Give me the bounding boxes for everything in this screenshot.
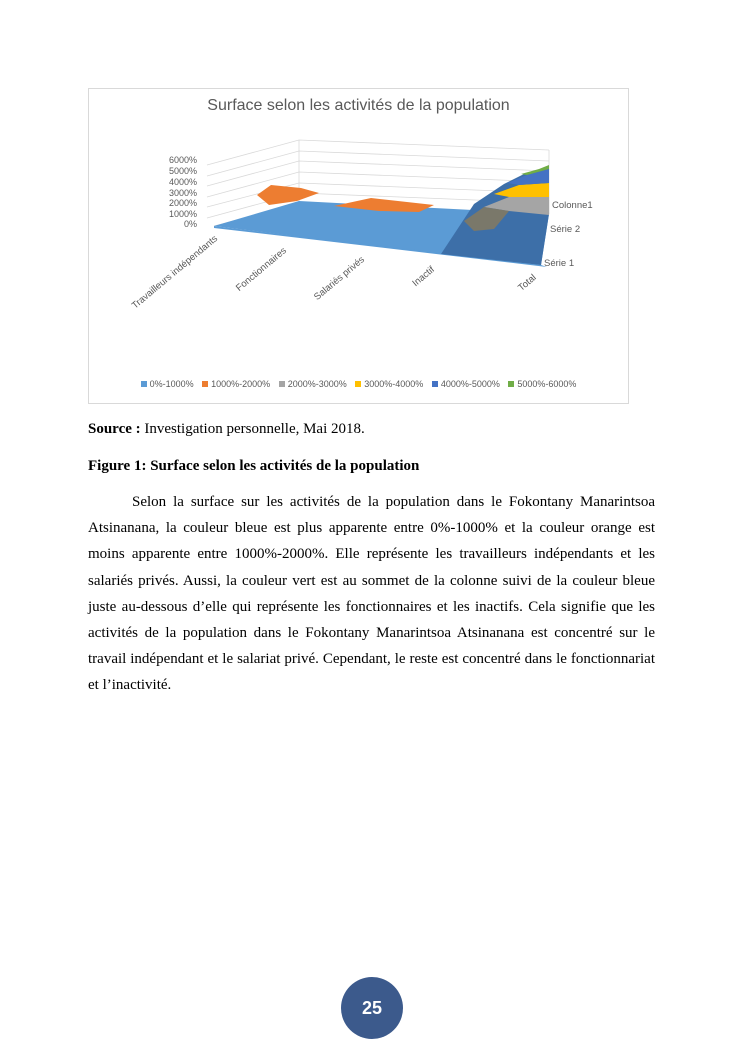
z-tick-label: 2000% (168, 198, 197, 208)
chart-title: Surface selon les activités de la population (207, 97, 510, 114)
legend-label: 4000%-5000% (440, 379, 500, 389)
x-tick-label: Travailleurs indépendants (129, 233, 220, 312)
z-tick-label: 6000% (168, 155, 197, 165)
series-label: Colonne1 (552, 200, 593, 211)
z-tick-label: 3000% (168, 188, 197, 198)
page-number: 25 (341, 977, 403, 1039)
source-label: Source : (88, 421, 141, 437)
x-tick-label: Inactif (410, 264, 437, 290)
chart-legend (89, 379, 628, 389)
legend-item (508, 379, 576, 389)
z-tick-label: 5000% (168, 166, 197, 176)
legend-item (279, 379, 347, 389)
legend-item (432, 379, 500, 389)
legend-swatch (508, 381, 514, 387)
legend-label: 0%-1000% (149, 379, 194, 389)
x-tick-label: Salariés privés (311, 254, 367, 303)
legend-label: 1000%-2000% (211, 379, 271, 389)
source-text: Investigation personnelle, Mai 2018. (140, 421, 365, 437)
legend-item (355, 379, 423, 389)
legend-item (202, 379, 270, 389)
legend-label: 5000%-6000% (517, 379, 577, 389)
legend-swatch (202, 381, 208, 387)
x-tick-label: Fonctionnaires (233, 245, 289, 294)
z-tick-label: 0% (183, 219, 197, 229)
figure-caption: Figure 1: Surface selon les activités de la population (88, 458, 420, 474)
source-line (88, 421, 365, 438)
legend-label: 2000%-3000% (287, 379, 347, 389)
chart-container (88, 88, 629, 404)
z-tick-label: 4000% (168, 177, 197, 187)
z-tick-label: 1000% (168, 209, 197, 219)
series-label: Série 2 (550, 224, 581, 235)
body-paragraph: Selon la surface sur les activités de la population dans le Fokontany Manarintsoa Atsinanana, la couleur bleue est plus apparente entre 0%-1000% et la couleur orange est moins apparente entre 1000%-2000%. Elle représente les travailleurs indépendants et les salariés privés. Aussi, la couleur vert est au sommet de la colonne suivi de la couleur bleue juste au-dessous d’elle qui représente les fonctionnaires et les inactifs. Cela signifie que les activités de la population dans le Fokontany Manarintsoa Atsinanana est concentré sur le travail indépendant et le salariat privé. Cependant, le reste est concentré dans le fonctionnariat et l’inactivité. (88, 494, 655, 694)
chart-canvas (89, 89, 628, 403)
legend-swatch (432, 381, 438, 387)
legend-swatch (355, 381, 361, 387)
legend-swatch (141, 381, 147, 387)
series-label: Série 1 (544, 258, 575, 269)
legend-swatch (279, 381, 285, 387)
legend-item (141, 379, 194, 389)
x-tick-label: Total (516, 272, 539, 294)
legend-label: 3000%-4000% (364, 379, 424, 389)
surface-band-4000-5000 (507, 169, 549, 185)
